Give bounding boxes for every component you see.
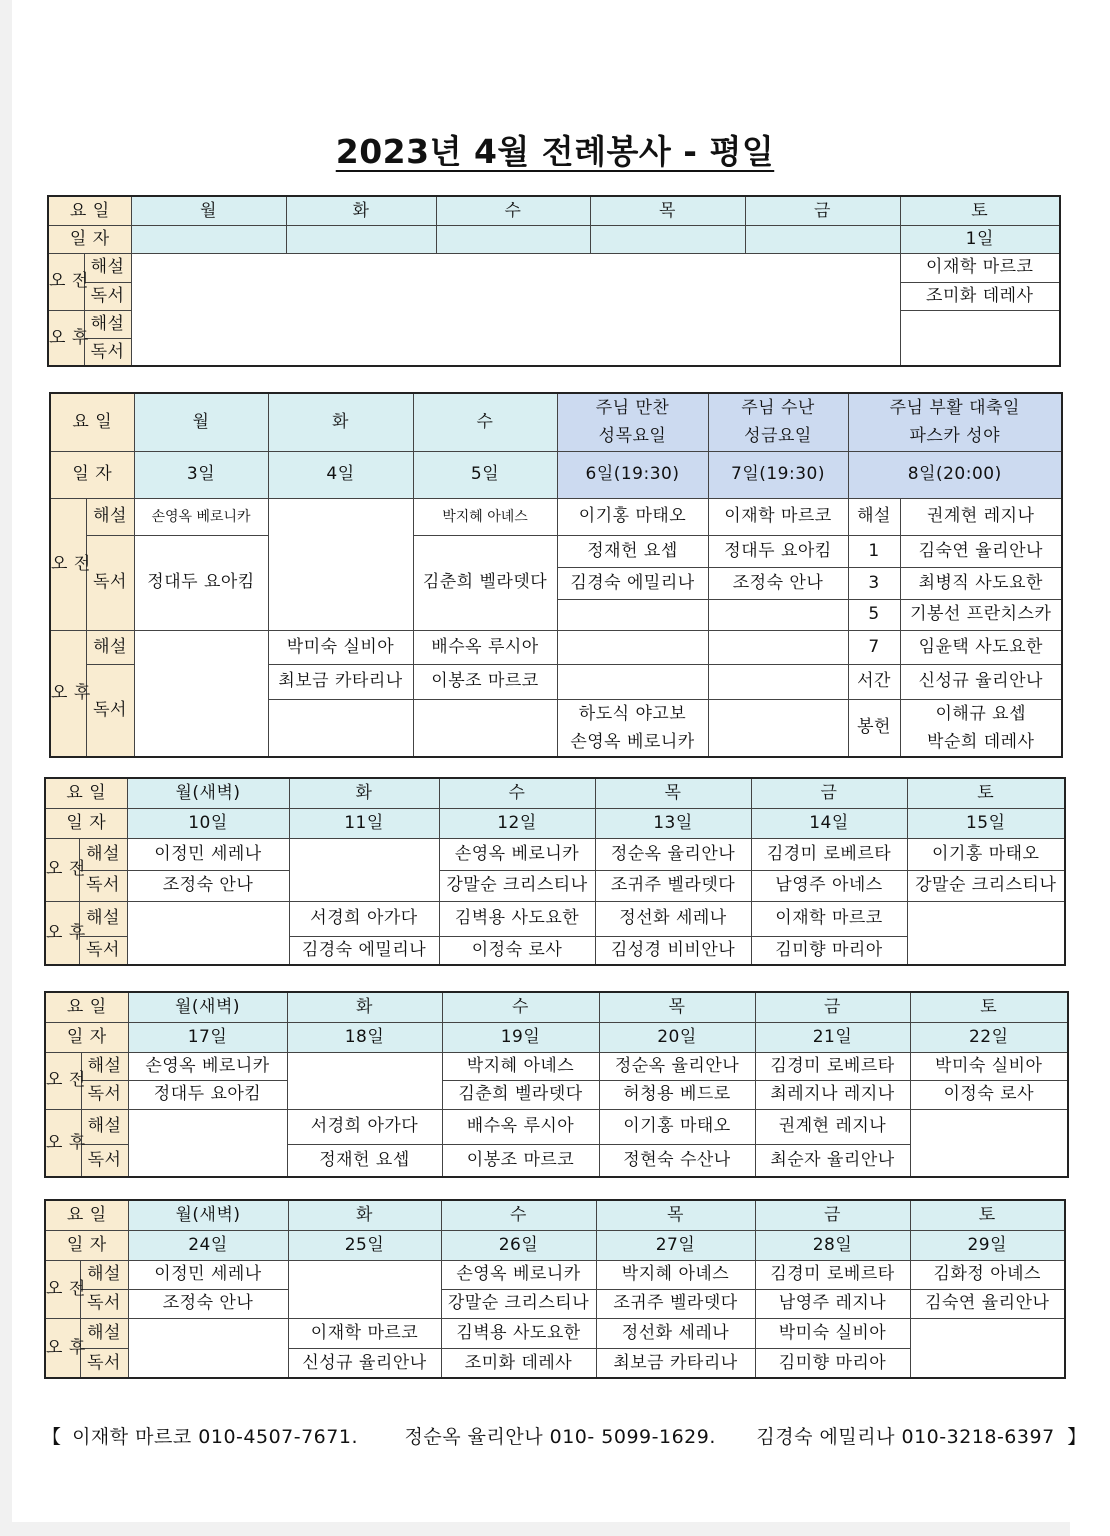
day-header: 화 [286, 196, 436, 225]
schedule-cell: 박지혜 아녜스 [442, 1052, 599, 1080]
day-header: 월(새벽) [127, 778, 289, 808]
date-cell: 15일 [907, 808, 1065, 838]
schedule-cell: 허청용 베드로 [599, 1080, 755, 1109]
schedule-cell: 정대두 요아킴 [128, 1080, 287, 1109]
schedule-cell [708, 630, 848, 664]
day-header: 목 [599, 992, 755, 1022]
schedule-cell: 배수옥 루시아 [442, 1109, 599, 1144]
date-label: 일 자 [45, 1230, 128, 1260]
schedule-cell [268, 498, 413, 630]
pm-label: 오 후 [45, 901, 79, 965]
role-label: 서간 [848, 664, 900, 699]
schedule-cell: 이정숙 로사 [439, 936, 595, 965]
reader-label: 독서 [84, 282, 131, 310]
day-header: 토 [910, 992, 1068, 1022]
weekday-label: 요 일 [45, 1200, 128, 1230]
am-label: 오 전 [48, 253, 84, 310]
date-cell: 6일(19:30) [557, 451, 708, 498]
role-label: 해설 [848, 498, 900, 535]
date-cell: 1일 [900, 225, 1060, 253]
week2-table [49, 392, 1063, 758]
reader-label: 독서 [79, 870, 127, 901]
schedule-cell: 강말순 크리스티나 [907, 870, 1065, 901]
schedule-cell: 이기홍 마태오 [907, 838, 1065, 870]
role-label: 봉헌 [848, 699, 900, 757]
commentary-label: 해설 [79, 838, 127, 870]
schedule-cell: 조미화 데레사 [900, 282, 1060, 310]
schedule-cell [268, 699, 413, 757]
reader-label: 독서 [81, 1080, 128, 1109]
schedule-cell: 이정숙 로사 [910, 1080, 1068, 1109]
special-day-header: 주님 부활 대축일 파스카 성야 [848, 393, 1062, 451]
role-label: 7 [848, 630, 900, 664]
schedule-cell: 배수옥 루시아 [413, 630, 557, 664]
schedule-cell [287, 1052, 442, 1109]
weekday-label: 요 일 [50, 393, 134, 451]
schedule-cell: 이기홍 마태오 [557, 498, 708, 535]
schedule-cell: 김미향 마리아 [755, 1348, 910, 1378]
reader-label: 독서 [79, 936, 127, 965]
day-header: 월 [134, 393, 268, 451]
day-header: 월(새벽) [128, 992, 287, 1022]
date-label: 일 자 [45, 1022, 128, 1052]
page-title: 2023년 4월 전례봉사 - 평일 [335, 132, 775, 171]
schedule-cell: 정선화 세레나 [595, 901, 751, 936]
schedule-cell: 조정숙 안나 [708, 567, 848, 599]
schedule-cell: 이재학 마르코 [900, 253, 1060, 282]
commentary-label: 해설 [79, 901, 127, 936]
schedule-cell: 김경미 로베르타 [751, 838, 907, 870]
schedule-cell: 신성규 율리안나 [900, 664, 1062, 699]
special-day-header: 주님 만찬 성목요일 [557, 393, 708, 451]
commentary-label: 해설 [80, 1260, 128, 1289]
bracket-open: 【 [42, 1426, 62, 1448]
schedule-cell [557, 664, 708, 699]
commentary-label: 해설 [84, 310, 131, 338]
schedule-cell: 권계현 레지나 [755, 1109, 910, 1144]
date-cell [436, 225, 590, 253]
date-cell: 8일(20:00) [848, 451, 1062, 498]
schedule-cell: 서경희 아가다 [287, 1109, 442, 1144]
schedule-cell: 박지혜 아녜스 [596, 1260, 755, 1289]
schedule-cell: 기봉선 프란치스카 [900, 599, 1062, 630]
schedule-cell [907, 901, 1065, 965]
schedule-cell: 김경미 로베르타 [755, 1052, 910, 1080]
schedule-cell [910, 1109, 1068, 1177]
schedule-cell: 최병직 사도요한 [900, 567, 1062, 599]
schedule-cell: 김경숙 에밀리나 [557, 567, 708, 599]
schedule-cell: 이정민 세레나 [128, 1260, 288, 1289]
pm-label: 오 후 [45, 1318, 80, 1378]
week1-table [47, 195, 1061, 367]
schedule-cell [128, 1109, 287, 1177]
schedule-cell: 신성규 율리안나 [288, 1348, 441, 1378]
schedule-cell [708, 699, 848, 757]
commentary-label: 해설 [86, 630, 134, 664]
date-label: 일 자 [48, 225, 131, 253]
date-cell: 29일 [910, 1230, 1065, 1260]
am-label: 오 전 [45, 1052, 81, 1109]
role-label: 3 [848, 567, 900, 599]
schedule-cell [289, 838, 439, 901]
day-header: 토 [907, 778, 1065, 808]
schedule-cell: 남영주 레지나 [755, 1289, 910, 1318]
day-header: 화 [288, 1200, 441, 1230]
day-header: 월 [131, 196, 286, 225]
date-cell: 5일 [413, 451, 557, 498]
schedule-cell [557, 599, 708, 630]
schedule-cell: 이기홍 마태오 [599, 1109, 755, 1144]
schedule-cell: 조정숙 안나 [127, 870, 289, 901]
date-cell [286, 225, 436, 253]
schedule-cell: 정대두 요아킴 [134, 535, 268, 630]
schedule-cell [557, 630, 708, 664]
schedule-cell: 김화정 아녜스 [910, 1260, 1065, 1289]
reader-label: 독서 [80, 1348, 128, 1378]
pm-label: 오 후 [45, 1109, 81, 1177]
schedule-cell: 강말순 크리스티나 [439, 870, 595, 901]
schedule-cell: 박미숙 실비아 [755, 1318, 910, 1348]
schedule-cell: 김벽용 사도요한 [441, 1318, 596, 1348]
role-label: 5 [848, 599, 900, 630]
commentary-label: 해설 [81, 1052, 128, 1080]
schedule-cell: 김경숙 에밀리나 [289, 936, 439, 965]
schedule-cell: 조미화 데레사 [441, 1348, 596, 1378]
schedule-cell: 손영옥 베로니카 [441, 1260, 596, 1289]
date-cell: 27일 [596, 1230, 755, 1260]
contact-1: 이재학 마르코 010-4507-7671. [72, 1426, 358, 1448]
page-bottom-margin [0, 1522, 1070, 1536]
day-header: 금 [755, 1200, 910, 1230]
contact-3: 김경숙 에밀리나 010-3218-6397 [756, 1426, 1055, 1448]
commentary-label: 해설 [80, 1318, 128, 1348]
schedule-cell: 정재헌 요셉 [287, 1144, 442, 1177]
schedule-cell: 박미숙 실비아 [268, 630, 413, 664]
date-cell: 11일 [289, 808, 439, 838]
reader-label: 독서 [84, 338, 131, 366]
schedule-cell: 임윤택 사도요한 [900, 630, 1062, 664]
schedule-cell: 강말순 크리스티나 [441, 1289, 596, 1318]
schedule-cell: 정대두 요아킴 [708, 535, 848, 567]
schedule-cell [134, 630, 268, 757]
day-header: 목 [596, 1200, 755, 1230]
date-cell [590, 225, 745, 253]
week5-table [44, 1199, 1066, 1379]
weekday-label: 요 일 [45, 778, 127, 808]
schedule-cell [288, 1260, 441, 1318]
day-header: 목 [595, 778, 751, 808]
date-cell: 19일 [442, 1022, 599, 1052]
day-header: 토 [900, 196, 1060, 225]
day-header: 수 [436, 196, 590, 225]
date-cell: 14일 [751, 808, 907, 838]
schedule-cell: 최보금 카타리나 [596, 1348, 755, 1378]
schedule-cell: 이재학 마르코 [751, 901, 907, 936]
schedule-cell: 조귀주 벨라뎃다 [596, 1289, 755, 1318]
schedule-cell: 김성경 비비안나 [595, 936, 751, 965]
commentary-label: 해설 [81, 1109, 128, 1144]
schedule-cell [127, 901, 289, 965]
schedule-cell: 조정숙 안나 [128, 1289, 288, 1318]
day-header: 화 [268, 393, 413, 451]
schedule-cell: 남영주 아네스 [751, 870, 907, 901]
date-cell [131, 225, 286, 253]
date-cell: 4일 [268, 451, 413, 498]
schedule-cell: 김경미 로베르타 [755, 1260, 910, 1289]
day-header: 수 [442, 992, 599, 1022]
schedule-cell: 정재헌 요셉 [557, 535, 708, 567]
schedule-cell: 정현숙 수산나 [599, 1144, 755, 1177]
weekday-label: 요 일 [45, 992, 128, 1022]
schedule-cell: 박미숙 실비아 [910, 1052, 1068, 1080]
schedule-cell: 이봉조 마르코 [413, 664, 557, 699]
reader-label: 독서 [81, 1144, 128, 1177]
date-cell: 13일 [595, 808, 751, 838]
blank-block [131, 253, 900, 366]
schedule-cell: 정순옥 율리안나 [599, 1052, 755, 1080]
schedule-cell: 정선화 세레나 [596, 1318, 755, 1348]
schedule-cell: 김미향 마리아 [751, 936, 907, 965]
schedule-cell: 손영옥 베로니카 [128, 1052, 287, 1080]
commentary-label: 해설 [86, 498, 134, 535]
day-header: 금 [755, 992, 910, 1022]
schedule-cell: 손영옥 베로니카 [134, 498, 268, 535]
contact-2: 정순옥 율리안나 010- 5099-1629. [404, 1426, 716, 1448]
day-header: 화 [287, 992, 442, 1022]
date-cell: 21일 [755, 1022, 910, 1052]
date-cell: 20일 [599, 1022, 755, 1052]
schedule-cell: 김춘희 벨라뎃다 [413, 535, 557, 630]
day-header: 수 [413, 393, 557, 451]
am-label: 오 전 [50, 498, 86, 630]
schedule-cell [413, 699, 557, 757]
schedule-cell: 이재학 마르코 [288, 1318, 441, 1348]
week4-table [44, 991, 1069, 1178]
schedule-cell [128, 1318, 288, 1378]
schedule-cell: 손영옥 베로니카 [439, 838, 595, 870]
schedule-cell: 김숙연 율리안나 [900, 535, 1062, 567]
am-label: 오 전 [45, 1260, 80, 1318]
schedule-cell: 이해규 요셉 박순희 데레사 [900, 699, 1062, 757]
reader-label: 독서 [86, 535, 134, 630]
day-header: 월(새벽) [128, 1200, 288, 1230]
day-header: 수 [439, 778, 595, 808]
page-left-margin [0, 0, 12, 1536]
day-header: 수 [441, 1200, 596, 1230]
schedule-cell: 조귀주 벨라뎃다 [595, 870, 751, 901]
date-label: 일 자 [45, 808, 127, 838]
schedule-cell: 최순자 율리안나 [755, 1144, 910, 1177]
date-cell: 17일 [128, 1022, 287, 1052]
date-cell: 10일 [127, 808, 289, 838]
schedule-cell: 서경희 아가다 [289, 901, 439, 936]
day-header: 화 [289, 778, 439, 808]
schedule-cell: 이재학 마르코 [708, 498, 848, 535]
schedule-cell [910, 1318, 1065, 1378]
day-header: 금 [751, 778, 907, 808]
week3-table [44, 777, 1066, 966]
date-cell [745, 225, 900, 253]
schedule-cell: 하도식 야고보 손영옥 베로니카 [557, 699, 708, 757]
schedule-cell: 이봉조 마르코 [442, 1144, 599, 1177]
weekday-label: 요 일 [48, 196, 131, 225]
date-cell: 25일 [288, 1230, 441, 1260]
date-cell: 12일 [439, 808, 595, 838]
schedule-cell: 이정민 세레나 [127, 838, 289, 870]
pm-label: 오 후 [48, 310, 84, 366]
am-label: 오 전 [45, 838, 79, 901]
pm-label: 오 후 [50, 630, 86, 757]
day-header: 금 [745, 196, 900, 225]
role-label: 1 [848, 535, 900, 567]
date-cell: 7일(19:30) [708, 451, 848, 498]
schedule-cell: 김숙연 율리안나 [910, 1289, 1065, 1318]
date-cell: 28일 [755, 1230, 910, 1260]
day-header: 목 [590, 196, 745, 225]
schedule-cell: 김춘희 벨라뎃다 [442, 1080, 599, 1109]
schedule-cell: 김벽용 사도요한 [439, 901, 595, 936]
date-cell: 22일 [910, 1022, 1068, 1052]
day-header: 토 [910, 1200, 1065, 1230]
special-day-header: 주님 수난 성금요일 [708, 393, 848, 451]
date-cell: 18일 [287, 1022, 442, 1052]
date-cell: 3일 [134, 451, 268, 498]
commentary-label: 해설 [84, 253, 131, 282]
schedule-cell: 정순옥 율리안나 [595, 838, 751, 870]
bracket-close: 】 [1067, 1426, 1087, 1448]
contact-footer [42, 1422, 1087, 1449]
schedule-cell [708, 664, 848, 699]
schedule-cell [900, 310, 1060, 366]
reader-label: 독서 [86, 664, 134, 757]
schedule-cell: 최레지나 레지나 [755, 1080, 910, 1109]
schedule-cell: 권계현 레지나 [900, 498, 1062, 535]
date-label: 일 자 [50, 451, 134, 498]
schedule-cell [708, 599, 848, 630]
reader-label: 독서 [80, 1289, 128, 1318]
schedule-cell: 최보금 카타리나 [268, 664, 413, 699]
date-cell: 24일 [128, 1230, 288, 1260]
schedule-cell: 박지혜 아녜스 [413, 498, 557, 535]
date-cell: 26일 [441, 1230, 596, 1260]
